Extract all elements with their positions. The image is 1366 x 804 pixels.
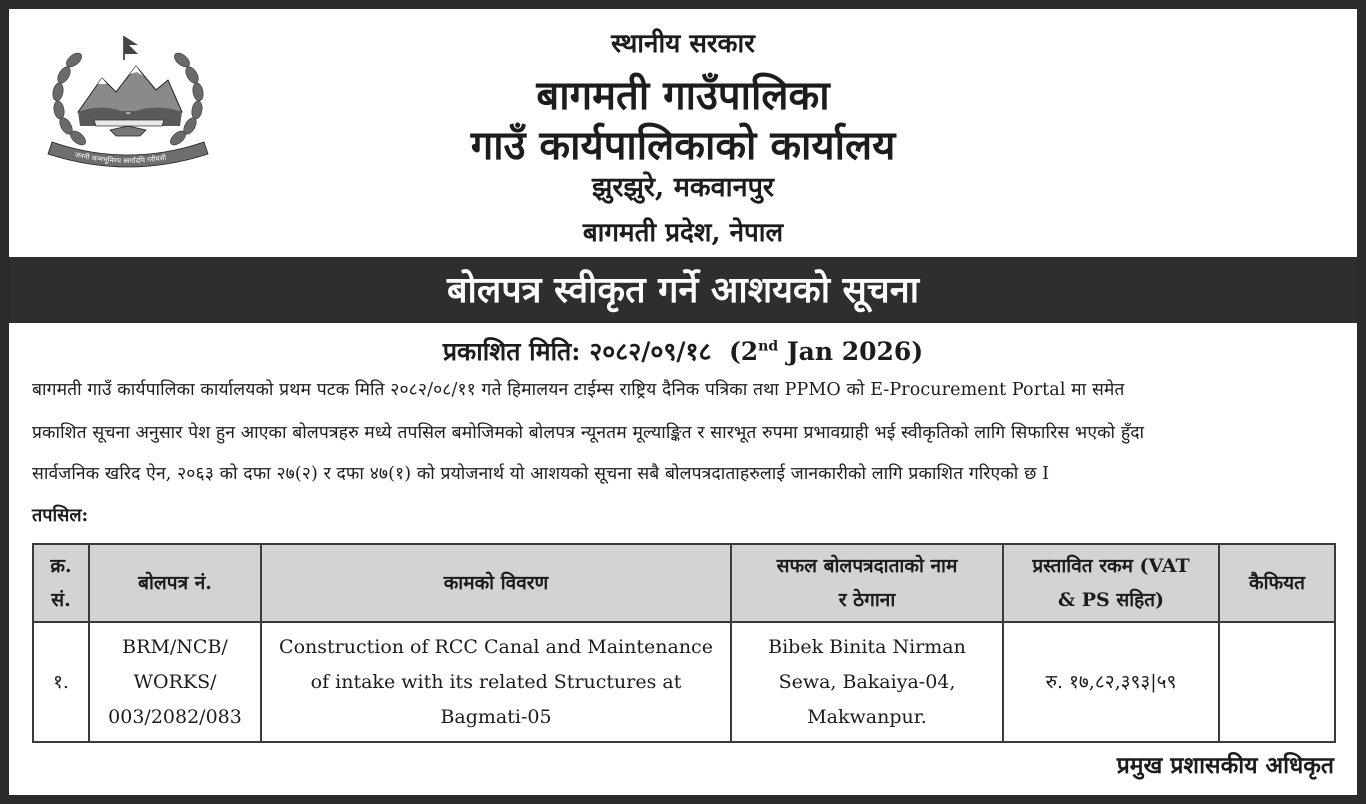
published-date-en: (2nd Jan 2026) <box>728 337 924 366</box>
signature-chief-officer: प्रमुख प्रशासकीय अधिकृत <box>1116 752 1334 779</box>
table-row <box>33 622 1335 742</box>
award-table <box>32 543 1336 743</box>
col-header-bid-no: बोलपत्र नं. <box>89 544 261 622</box>
cell-amount: रु. १७,८२,३९३|५९ <box>1003 622 1219 742</box>
header-municipality-name: बागमती गाउँपालिका <box>536 72 830 119</box>
table-header-row <box>33 544 1335 622</box>
col-header-amount: प्रस्तावित रकम (VAT & PS सहित) <box>1003 544 1219 622</box>
header-province: बागमती प्रदेश, नेपाल <box>582 218 784 248</box>
published-date <box>0 334 1366 368</box>
notice-body-line-1: बागमती गाउँ कार्यपालिका कार्यालयको प्रथम पटक मिति २०८२/०८/११ गते हिमालयन टाईम्स राष्ट्रिय दैनिक पत्रिका तथा PPMO को E-Procurement Portal मा समेत <box>32 380 1125 400</box>
schedule-label: तपसिल: <box>32 505 89 526</box>
cell-sn: १. <box>33 622 89 742</box>
cell-bidder: Bibek Binita Nirman Sewa, Bakaiya-04, Makwanpur. <box>731 622 1003 742</box>
col-header-remarks: कैफियत <box>1219 544 1335 622</box>
cell-bid-no: BRM/NCB/ WORKS/ 003/2082/083 <box>89 622 261 742</box>
header-office-name: गाउँ कार्यपालिकाको कार्यालय <box>470 122 896 169</box>
header-line-local-government: स्थानीय सरकार <box>611 29 755 59</box>
published-date-np: प्रकाशित मिति: २०८२/०९/१८ <box>442 337 712 366</box>
col-header-sn: क्र. सं. <box>33 544 89 622</box>
notice-title-banner: बोलपत्र स्वीकृत गर्ने आशयको सूचना <box>9 257 1357 323</box>
notice-body-line-2: प्रकाशित सूचना अनुसार पेश हुन आएका बोलपत्रहरु मध्ये तपसिल बमोजिमको बोलपत्र न्यूनतम मूल्याङ्कित र सारभूत रुपमा प्रभावग्राही भई स्वीकृतिको लागि सिफारिस भएको हुँदा <box>32 423 1145 443</box>
cell-description: Construction of RCC Canal and Maintenance of intake with its related Structures at Bagmati-05 <box>261 622 731 742</box>
col-header-description: कामको विवरण <box>261 544 731 622</box>
cell-remarks <box>1219 622 1335 742</box>
col-header-bidder: सफल बोलपत्रदाताको नाम र ठेगाना <box>731 544 1003 622</box>
emblem-motto: जननी जन्मभूमिश्च स्वर्गादपि गरीयसी <box>74 150 167 166</box>
header-address: झुरझुरे, मकवानपुर <box>592 172 774 203</box>
notice-body-line-3: सार्वजनिक खरिद ऐन, २०६३ को दफा २७(२) र दफा ४७(१) को प्रयोजनार्थ यो आशयको सूचना सबै बोलपत्रदाताहरुलाई जानकारीको लागि प्रकाशित गरिएको छ I <box>32 464 1050 484</box>
